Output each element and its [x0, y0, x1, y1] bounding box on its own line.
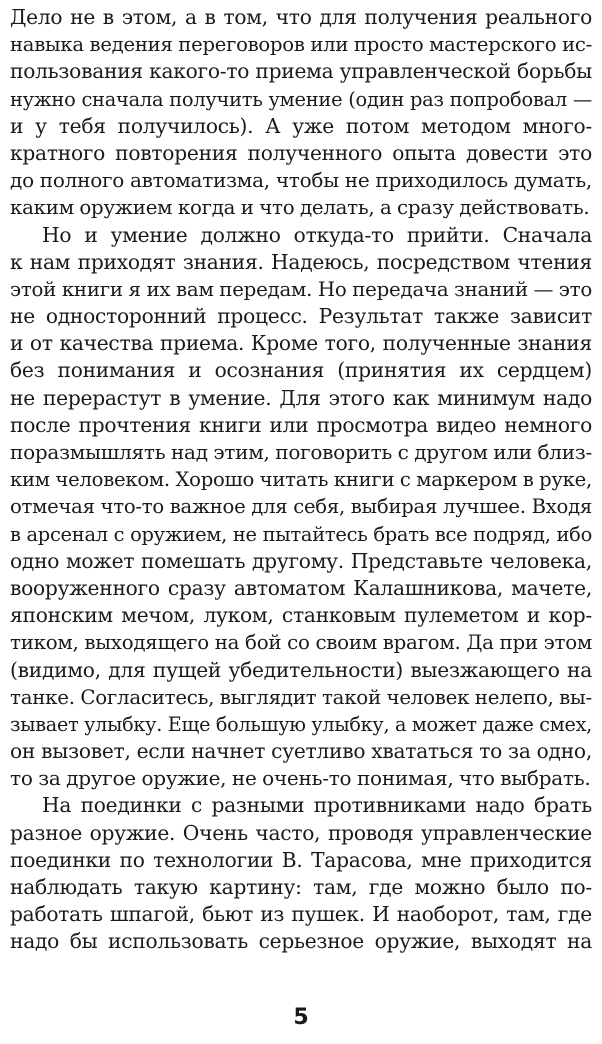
text-line: и у тебя получилось). А уже потом методом много- — [10, 113, 592, 138]
text-line: надо бы использовать серьезное оружие, выходят на — [10, 929, 592, 954]
text-line: одно может помешать другому. Представьте человека, — [10, 548, 592, 573]
text-line: поединки по технологии В. Тарасова, мне приходится — [10, 847, 592, 872]
text-line: Но и умение должно откуда-то прийти. Сначала — [42, 222, 592, 247]
text-line: не перерастут в умение. Для этого как минимум надо — [10, 385, 592, 410]
text-line: танке. Согласитесь, выглядит такой человек нелепо, вы- — [10, 685, 592, 709]
paragraph-1 — [10, 4, 592, 222]
text-line: нужно сначала получить умение (один раз попробовал — — [10, 87, 592, 111]
text-line: работать шпагой, бьют из пушек. И наоборот, там, где — [10, 902, 592, 927]
text-line: (видимо, для пущей убедительности) выезжающего на — [10, 657, 592, 682]
text-line: он вызовет, если начнет суетливо хвататься то за одно, — [10, 739, 592, 764]
page-number: 5 — [293, 1005, 309, 1030]
text-line: без понимания и осознания (принятия их сердцем) — [10, 358, 592, 383]
text-line: этой книги я их вам передам. Но передача знаний — это — [10, 277, 592, 301]
text-line: каким оружием когда и что делать, а сразу действовать. — [10, 196, 590, 220]
page-body — [10, 4, 592, 956]
text-line: не односторонний процесс. Результат также зависит — [10, 304, 592, 329]
text-line: навыка ведения переговоров или просто мастерского ис- — [10, 33, 592, 57]
paragraph-2 — [10, 222, 592, 793]
text-line: после прочтения книги или просмотра видео немного — [10, 412, 592, 437]
text-line: поразмышлять над этим, поговорить с другом или близ- — [10, 440, 592, 464]
text-line: ким человеком. Хорошо читать книги с маркером в руке, — [10, 468, 592, 492]
text-line: разное оружие. Очень часто, проводя управленческие — [10, 820, 592, 845]
text-line: в арсенал с оружием, не пытайтесь брать все подряд, ибо — [10, 522, 592, 546]
text-line: тиком, выходящего на бой со своим врагом. Да при этом — [10, 631, 592, 655]
text-line: наблюдать такую картину: там, где можно было по- — [10, 875, 592, 899]
text-line: до полного автоматизма, чтобы не приходилось думать, — [10, 168, 592, 193]
text-line: к нам приходят знания. Надеюсь, посредством чтения — [10, 249, 592, 274]
text-line: зывает улыбку. Еще большую улыбку, а может даже смех, — [10, 712, 592, 736]
text-line: На поединки с разными противниками надо брать — [42, 793, 592, 818]
text-line: японским мечом, луком, станковым пулеметом и кор- — [10, 603, 592, 628]
text-line: кратного повторения полученного опыта довести это — [10, 140, 592, 165]
text-line: Дело не в этом, а в том, что для получения реального — [10, 5, 592, 29]
text-line: пользования какого-то приема управленческой борьбы — [10, 59, 592, 84]
paragraph-3 — [10, 792, 592, 955]
text-line: и от качества приема. Кроме того, полученные знания — [10, 331, 592, 356]
text-line: отмечая что-то важное для себя, выбирая лучшее. Входя — [10, 495, 592, 519]
text-line: то за другое оружие, не очень-то понимая, что выбрать. — [10, 766, 591, 791]
text-line: вооруженного сразу автоматом Калашникова, мачете, — [10, 575, 592, 600]
